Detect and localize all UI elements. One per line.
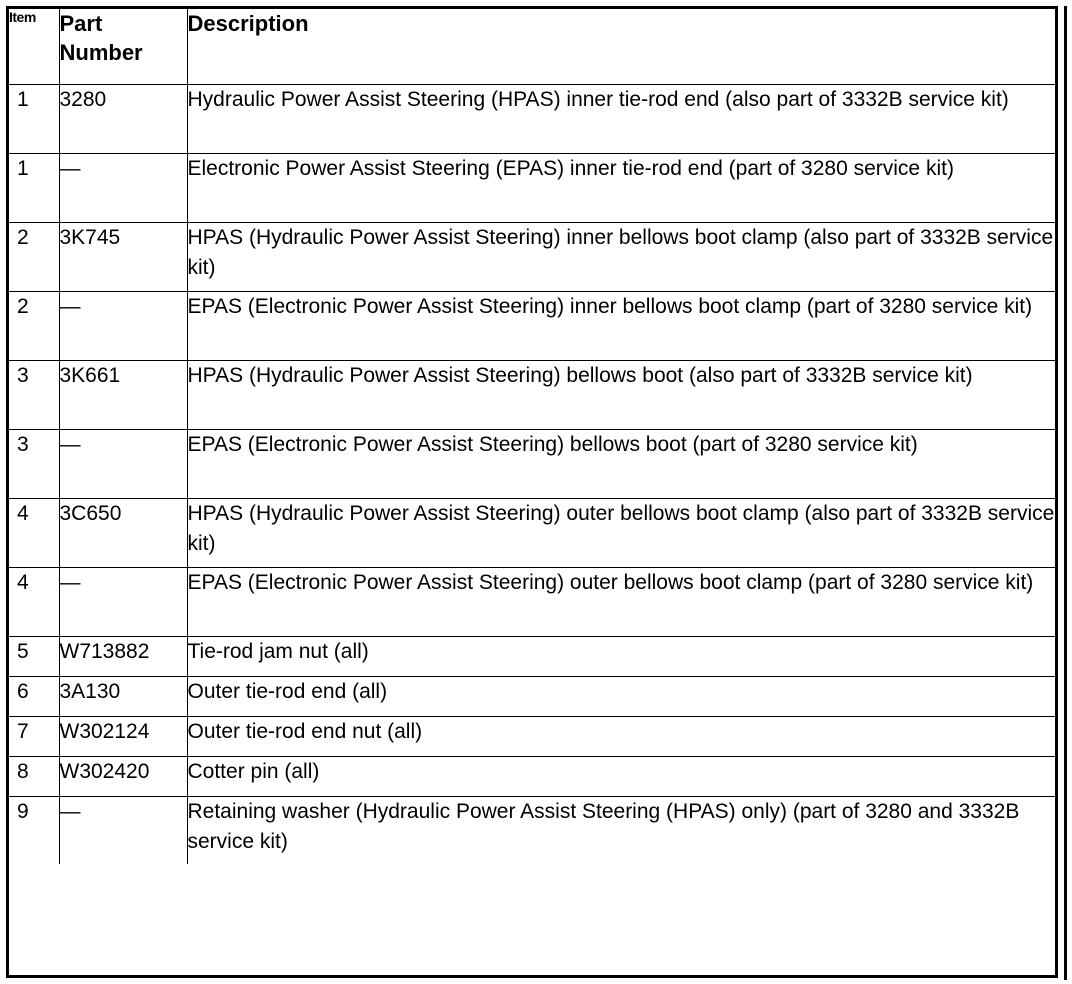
header-description: Description [187,9,1055,85]
description-cell: HPAS (Hydraulic Power Assist Steering) bellows boot (also part of 3332B service kit) [187,361,1055,430]
item-cell: 8 [9,757,59,797]
parts-table-frame [6,6,1058,978]
description-cell: Cotter pin (all) [187,757,1055,797]
table-row [9,292,1055,361]
page-edge-rule [1064,6,1067,980]
header-item: Item [9,9,59,85]
item-cell: 2 [9,223,59,292]
description-cell: EPAS (Electronic Power Assist Steering) bellows boot (part of 3280 service kit) [187,430,1055,499]
header-part-number: Part Number [59,9,187,85]
part-number-cell: 3C650 [59,499,187,568]
item-cell: 9 [9,797,59,865]
table-row [9,757,1055,797]
part-number-cell: W713882 [59,637,187,677]
table-row [9,430,1055,499]
description-cell: Outer tie-rod end (all) [187,677,1055,717]
description-cell: EPAS (Electronic Power Assist Steering) inner bellows boot clamp (part of 3280 service kit) [187,292,1055,361]
item-cell: 5 [9,637,59,677]
description-cell: HPAS (Hydraulic Power Assist Steering) outer bellows boot clamp (also part of 3332B service kit) [187,499,1055,568]
description-cell: Outer tie-rod end nut (all) [187,717,1055,757]
table-row [9,223,1055,292]
part-number-cell: — [59,568,187,637]
table-row [9,797,1055,865]
description-cell: Electronic Power Assist Steering (EPAS) inner tie-rod end (part of 3280 service kit) [187,154,1055,223]
description-cell: EPAS (Electronic Power Assist Steering) outer bellows boot clamp (part of 3280 service kit) [187,568,1055,637]
part-number-cell: 3A130 [59,677,187,717]
table-row [9,85,1055,154]
part-number-cell: W302420 [59,757,187,797]
description-cell: Hydraulic Power Assist Steering (HPAS) inner tie-rod end (also part of 3332B service kit) [187,85,1055,154]
item-cell: 7 [9,717,59,757]
part-number-cell: W302124 [59,717,187,757]
table-row [9,154,1055,223]
item-cell: 6 [9,677,59,717]
part-number-cell: 3280 [59,85,187,154]
item-cell: 1 [9,85,59,154]
table-row [9,499,1055,568]
part-number-cell: — [59,154,187,223]
description-cell: Retaining washer (Hydraulic Power Assist Steering (HPAS) only) (part of 3280 and 3332B service kit) [187,797,1055,865]
item-cell: 4 [9,568,59,637]
item-cell: 1 [9,154,59,223]
part-number-cell: 3K661 [59,361,187,430]
part-number-cell: — [59,797,187,865]
description-cell: HPAS (Hydraulic Power Assist Steering) inner bellows boot clamp (also part of 3332B service kit) [187,223,1055,292]
table-row [9,717,1055,757]
part-number-cell: — [59,292,187,361]
item-cell: 3 [9,430,59,499]
item-cell: 2 [9,292,59,361]
part-number-cell: — [59,430,187,499]
description-cell: Tie-rod jam nut (all) [187,637,1055,677]
item-cell: 4 [9,499,59,568]
table-row [9,677,1055,717]
item-cell: 3 [9,361,59,430]
table-row [9,568,1055,637]
parts-table [9,9,1055,864]
part-number-cell: 3K745 [59,223,187,292]
table-row [9,361,1055,430]
table-row [9,637,1055,677]
header-row [9,9,1055,85]
